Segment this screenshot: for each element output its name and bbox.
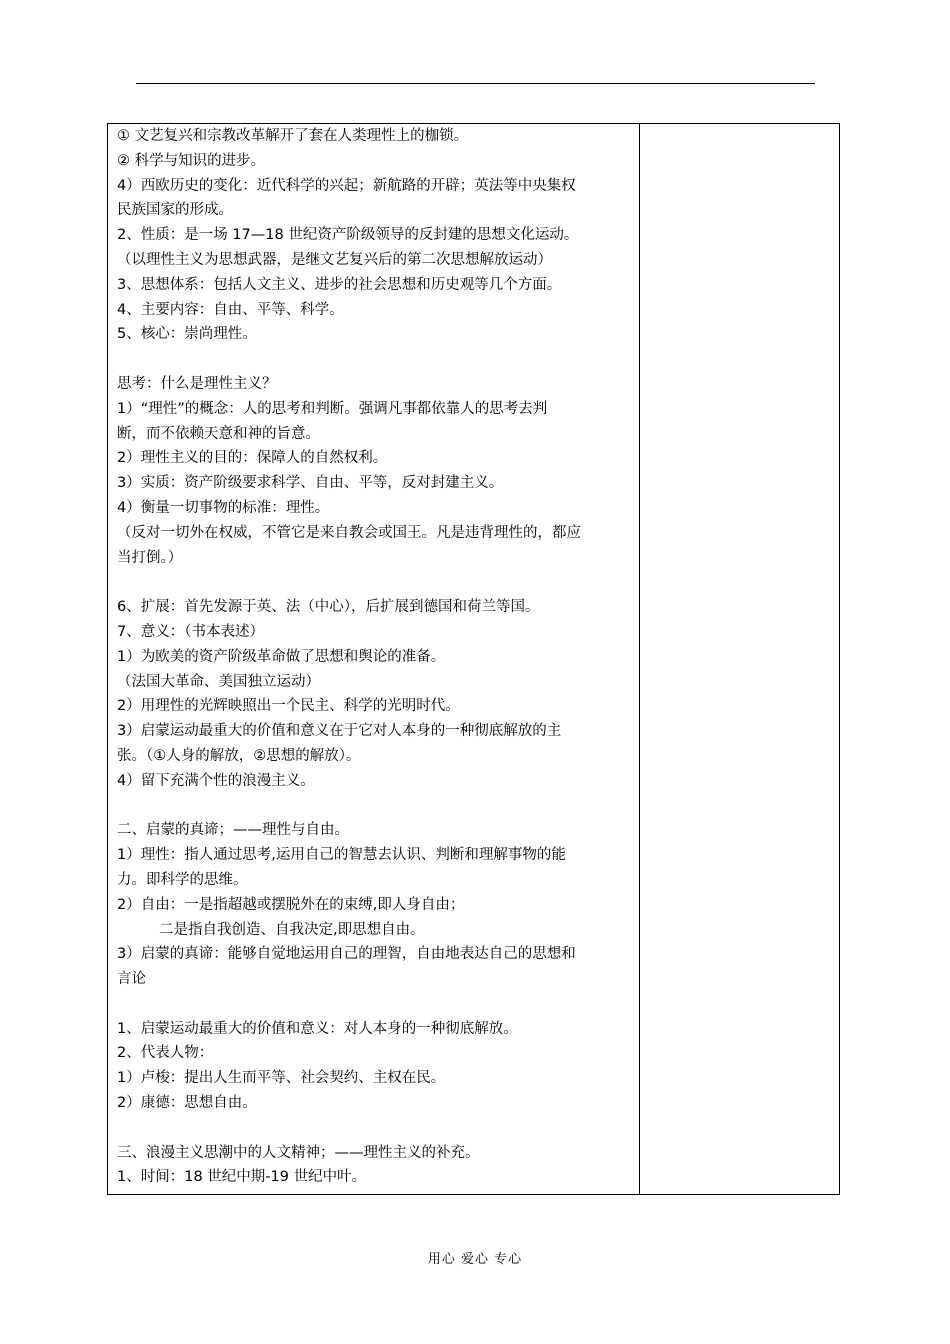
text-line: 1）卢梭：提出人生而平等、社会契约、主权在民。 [117, 1070, 446, 1087]
text-line: 3）启蒙的真谛：能够自觉地运用自己的理智，自由地表达自己的思想和 [117, 946, 576, 963]
text-line: （反对一切外在权威，不管它是来自教会或国王。凡是违背理性的，都应 [117, 524, 581, 541]
text-line: ① 文艺复兴和宗教改革解开了套在人类理性上的枷锁。 [117, 128, 469, 144]
header-rule [136, 83, 815, 84]
text-line: 言论 [117, 971, 146, 988]
blank-line [117, 570, 635, 595]
text-line: 1）为欧美的资产阶级革命做了思想和舆论的准备。 [117, 648, 446, 665]
document-table [107, 123, 840, 1195]
text-line: 2）理性主义的目的：保障人的自然权利。 [117, 450, 388, 467]
section-heading: 三、浪漫主义思潮中的人文精神；——理性主义的补充。 [117, 1144, 480, 1161]
section-heading: 思考：什么是理性主义？ [117, 375, 277, 392]
text-line: 7、意义：（书本表述） [117, 623, 264, 640]
section-heading: 二、启蒙的真谛；——理性与自由。 [117, 822, 349, 839]
text-line: 2、代表人物： [117, 1045, 214, 1062]
text-line: 当打倒。） [117, 549, 183, 566]
blank-line [117, 347, 635, 372]
column-divider [639, 124, 640, 1194]
text-line: 4）衡量一切事物的标准：理性。 [117, 499, 330, 516]
text-line: 3）实质：资产阶级要求科学、自由、平等，反对封建主义。 [117, 475, 504, 492]
text-line: 3）启蒙运动最重大的价值和意义在于它对人本身的一种彻底解放的主 [117, 723, 562, 740]
text-line: 1、时间：18 世纪中期-19 世纪中叶。 [117, 1169, 367, 1186]
text-line: 1、启蒙运动最重大的价值和意义：对人本身的一种彻底解放。 [117, 1020, 518, 1037]
text-line: 力。即科学的思维。 [117, 871, 248, 888]
text-line: 4、主要内容：自由、平等、科学。 [117, 301, 344, 318]
text-line: （以理性主义为思想武器，是继文艺复兴后的第二次思想解放运动） [117, 251, 552, 268]
text-line: 2、性质：是一场 17—18 世纪资产阶级领导的反封建的思想文化运动。 [117, 227, 579, 244]
text-line: 4）留下充满个性的浪漫主义。 [117, 772, 315, 789]
text-line: 1）“理性”的概念：人的思考和判断。强调凡事都依靠人的思考去判 [117, 400, 548, 417]
text-line: 2）康德：思想自由。 [117, 1095, 257, 1112]
text-line: ② 科学与知识的进步。 [117, 152, 266, 169]
blank-line [117, 794, 635, 819]
blank-line [117, 1116, 635, 1141]
blank-line [117, 992, 635, 1017]
text-line: 5、核心：崇尚理性。 [117, 326, 257, 343]
text-line: 1）理性：指人通过思考,运用自己的智慧去认识、判断和理解事物的能 [117, 847, 566, 864]
main-content-cell [117, 124, 635, 1190]
text-line: 6、扩展：首先发源于英、法（中心），后扩展到德国和荷兰等国。 [117, 599, 540, 616]
text-line: 张。（①人身的解放，②思想的解放）。 [117, 747, 361, 764]
text-line: （法国大革命、美国独立运动） [117, 673, 320, 690]
page-footer: 用心 爱心 专心 [427, 1252, 523, 1267]
text-line: 2）用理性的光辉映照出一个民主、科学的光明时代。 [117, 698, 460, 715]
text-line: 民族国家的形成。 [117, 202, 233, 219]
text-line: 2）自由：一是指超越或摆脱外在的束缚,即人身自由； [117, 896, 465, 913]
text-line: 3、思想体系：包括人文主义、进步的社会思想和历史观等几个方面。 [117, 276, 562, 293]
text-line: 断，而不依赖天意和神的旨意。 [117, 425, 320, 442]
text-line: 二是指自我创造、自我决定,即思想自由。 [159, 921, 425, 938]
text-line: 4）西欧历史的变化：近代科学的兴起；新航路的开辟；英法等中央集权 [117, 177, 576, 194]
